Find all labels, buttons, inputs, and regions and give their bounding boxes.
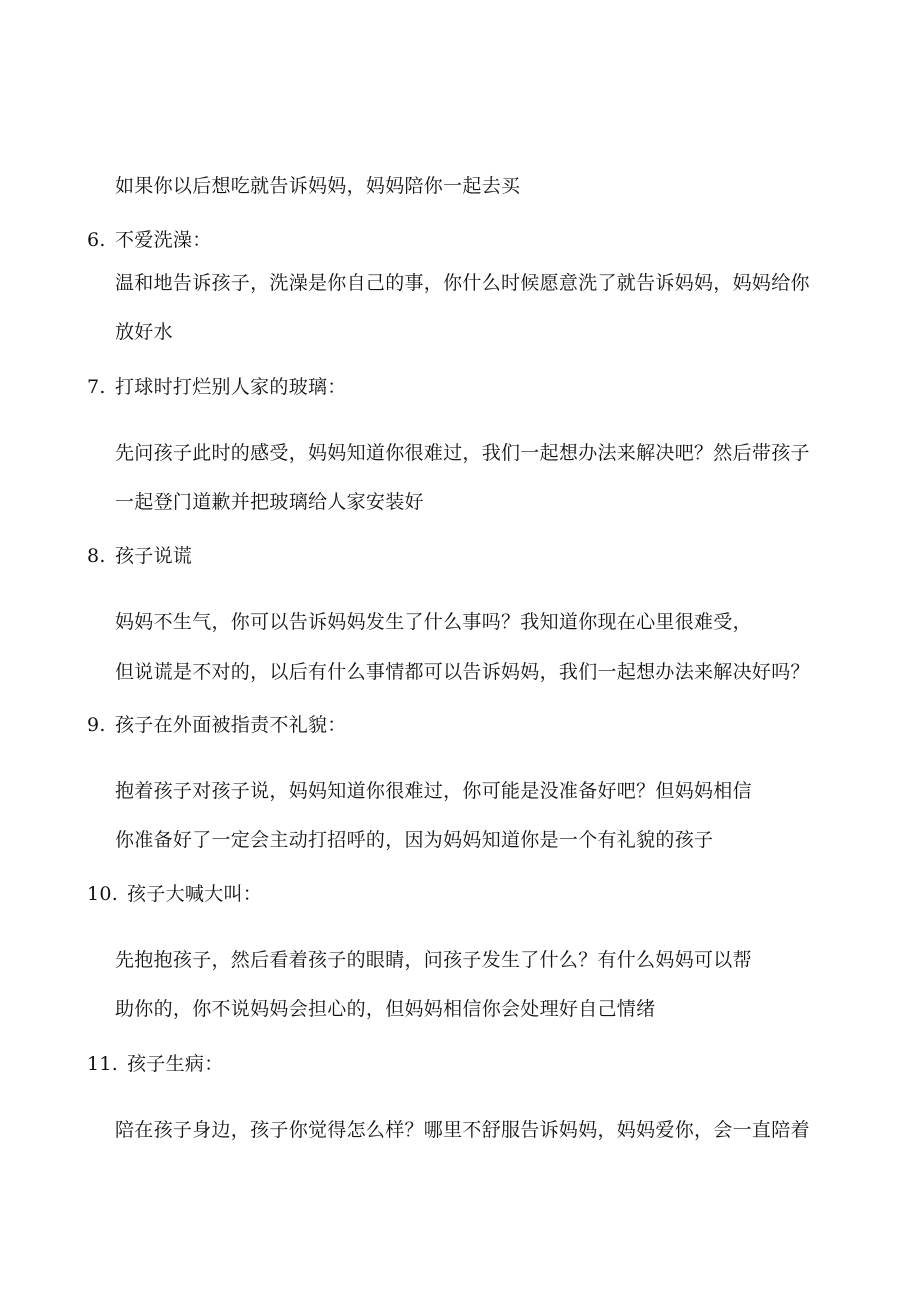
item-title: 孩子在外面被指责不礼貌： <box>115 714 347 736</box>
item-heading-11 <box>87 1052 224 1076</box>
paragraph-line: 先问孩子此时的感受，妈妈知道你很难过，我们一起想办法来解决吧？然后带孩子 <box>115 442 810 464</box>
paragraph-line: 你准备好了一定会主动打招呼的，因为妈妈知道你是一个有礼貌的孩子 <box>115 829 714 851</box>
item-number: 9. <box>87 714 106 736</box>
item-title: 孩子说谎 <box>115 545 193 567</box>
paragraph-line: 妈妈不生气，你可以告诉妈妈发生了什么事吗？我知道你现在心里很难受， <box>115 611 752 633</box>
item-heading-6 <box>87 228 212 252</box>
item-title: 孩子生病： <box>127 1053 224 1075</box>
item-number: 8. <box>87 545 106 567</box>
item-heading-9 <box>87 713 347 737</box>
paragraph-line: 抱着孩子对孩子说，妈妈知道你很难过，你可能是没准备好吧？但妈妈相信 <box>115 780 752 802</box>
item-number: 10. <box>87 883 119 905</box>
item-title: 打球时打烂别人家的玻璃： <box>115 376 347 398</box>
paragraph-line: 助你的，你不说妈妈会担心的，但妈妈相信你会处理好自己情绪 <box>115 998 656 1020</box>
paragraph-line: 先抱抱孩子，然后看着孩子的眼睛，问孩子发生了什么？有什么妈妈可以帮 <box>115 949 752 971</box>
item-number: 7. <box>87 376 106 398</box>
item-heading-10 <box>87 882 262 906</box>
item-number: 6. <box>87 229 106 251</box>
paragraph-line: 但说谎是不对的，以后有什么事情都可以告诉妈妈，我们一起想办法来解决好吗？ <box>115 661 810 683</box>
paragraph-line: 一起登门道歉并把玻璃给人家安装好 <box>115 491 424 513</box>
paragraph-line: 如果你以后想吃就告诉妈妈，妈妈陪你一起去买 <box>115 175 521 197</box>
paragraph-line: 放好水 <box>115 321 173 343</box>
item-heading-7 <box>87 375 347 399</box>
paragraph-line: 陪在孩子身边，孩子你觉得怎么样？哪里不舒服告诉妈妈，妈妈爱你，会一直陪着 <box>115 1119 810 1141</box>
item-number: 11. <box>87 1053 119 1075</box>
paragraph-line: 温和地告诉孩子，洗澡是你自己的事，你什么时候愿意洗了就告诉妈妈，妈妈给你 <box>115 272 810 294</box>
item-heading-8 <box>87 544 192 568</box>
item-title: 孩子大喊大叫： <box>127 883 263 905</box>
item-title: 不爱洗澡： <box>115 229 212 251</box>
